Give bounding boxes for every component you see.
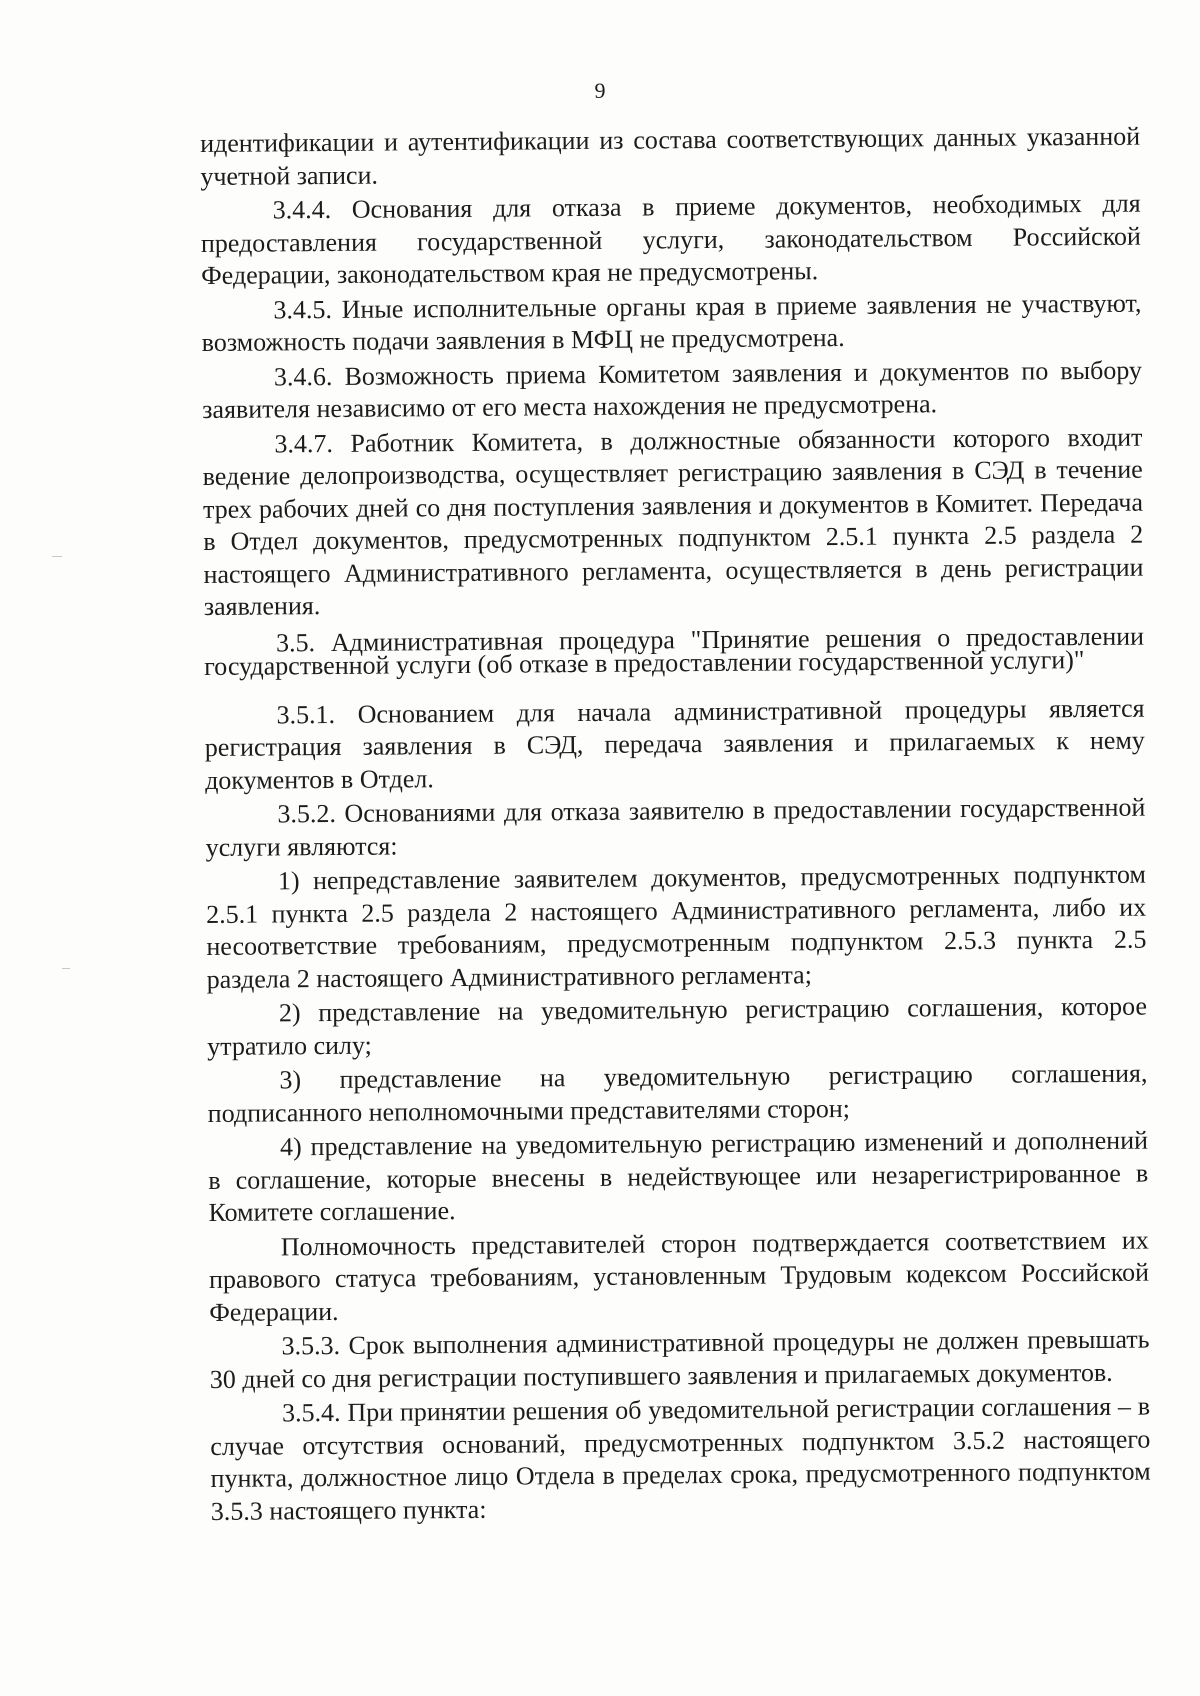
scan-artifact-mark — [52, 556, 62, 557]
scan-artifact-mark — [62, 968, 70, 969]
paragraph-continuation: идентификации и аутентификации из состава соответствующих данных указанной учетной записи. — [200, 121, 1141, 191]
paragraph-3-4-7: 3.4.7. Работник Комитета, в должностные обязанности которого входит ведение делопроизводства, осуществляет регистрацию заявления в СЭД в течение трех рабочих дней со дня поступления заявления и документов в Комитет. Передача в Отдел документов, предусмотренных подпунктом 2.5.1 пункта 2.5 раздела 2 настоящего Административного регламента, осуществляется в день регистрации заявления. — [202, 422, 1144, 621]
paragraph-3-5-2: 3.5.2. Основаниями для отказа заявителю в предоставлении государственной услуги являются: — [205, 792, 1146, 862]
list-item-3: 3) представление на уведомительную регистрацию соглашения, подписанного неполномочными представителями сторон; — [207, 1058, 1148, 1128]
paragraph-3-4-4: 3.4.4. Основания для отказа в приеме документов, необходимых для предоставления государственной услуги, законодательством Российской Федерации, законодательством края не предусмотрены. — [200, 188, 1141, 290]
paragraph-3-4-5: 3.4.5. Иные исполнительные органы края в приеме заявления не участвуют, возможность подачи заявления в МФЦ не предусмотрена. — [201, 288, 1142, 357]
list-item-2: 2) представление на уведомительную регистрацию соглашения, которое утратило силу; — [207, 991, 1148, 1061]
section-heading-3-5: 3.5. Административная процедура "Принятие решения о предоставлении государственной услуги (об отказе в предоставлении государственной услуги)" — [204, 621, 1145, 681]
paragraph-3-5-1: 3.5.1. Основанием для начала административной процедуры является регистрация заявления в СЭД, передача заявления и прилагаемых к нему документов в Отдел. — [204, 693, 1145, 795]
paragraph-3-5-3: 3.5.3. Срок выполнения административной процедуры не должен превышать 30 дней со дня регистрации поступившего заявления и прилагаемых документов. — [209, 1324, 1150, 1394]
paragraph-3-4-6: 3.4.6. Возможность приема Комитетом заявления и документов по выбору заявителя независимо от его места нахождения не предусмотрена. — [202, 355, 1143, 424]
list-item-4: 4) представление на уведомительную регистрацию изменений и дополнений в соглашение, которые внесены в недействующее или незарегистрированное в Комитете соглашение. — [208, 1125, 1149, 1227]
list-item-1: 1) непредставление заявителем документов, предусмотренных подпунктом 2.5.1 пункта 2.5 раздела 2 настоящего Административного регламента, либо их несоответствие требованиям, предусмотренным подпунктом 2.5.3 пункта 2.5 раздела 2 настоящего Административного регламента; — [206, 859, 1147, 994]
paragraph-authority: Полномочность представителей сторон подтверждается соответствием их правового статуса требованиям, установленным Трудовым кодексом Российской Федерации. — [208, 1225, 1150, 1327]
paragraph-3-5-4: 3.5.4. При принятии решения об уведомительной регистрации соглашения – в случае отсутствия оснований, предусмотренных подпунктом 3.5.2 настоящего пункта, должностное лицо Отдела в пределах срока, предусмотренного подпунктом 3.5.3 настоящего пункта: — [210, 1391, 1151, 1526]
page-number: 9 — [594, 78, 606, 103]
document-body — [200, 121, 1151, 1530]
